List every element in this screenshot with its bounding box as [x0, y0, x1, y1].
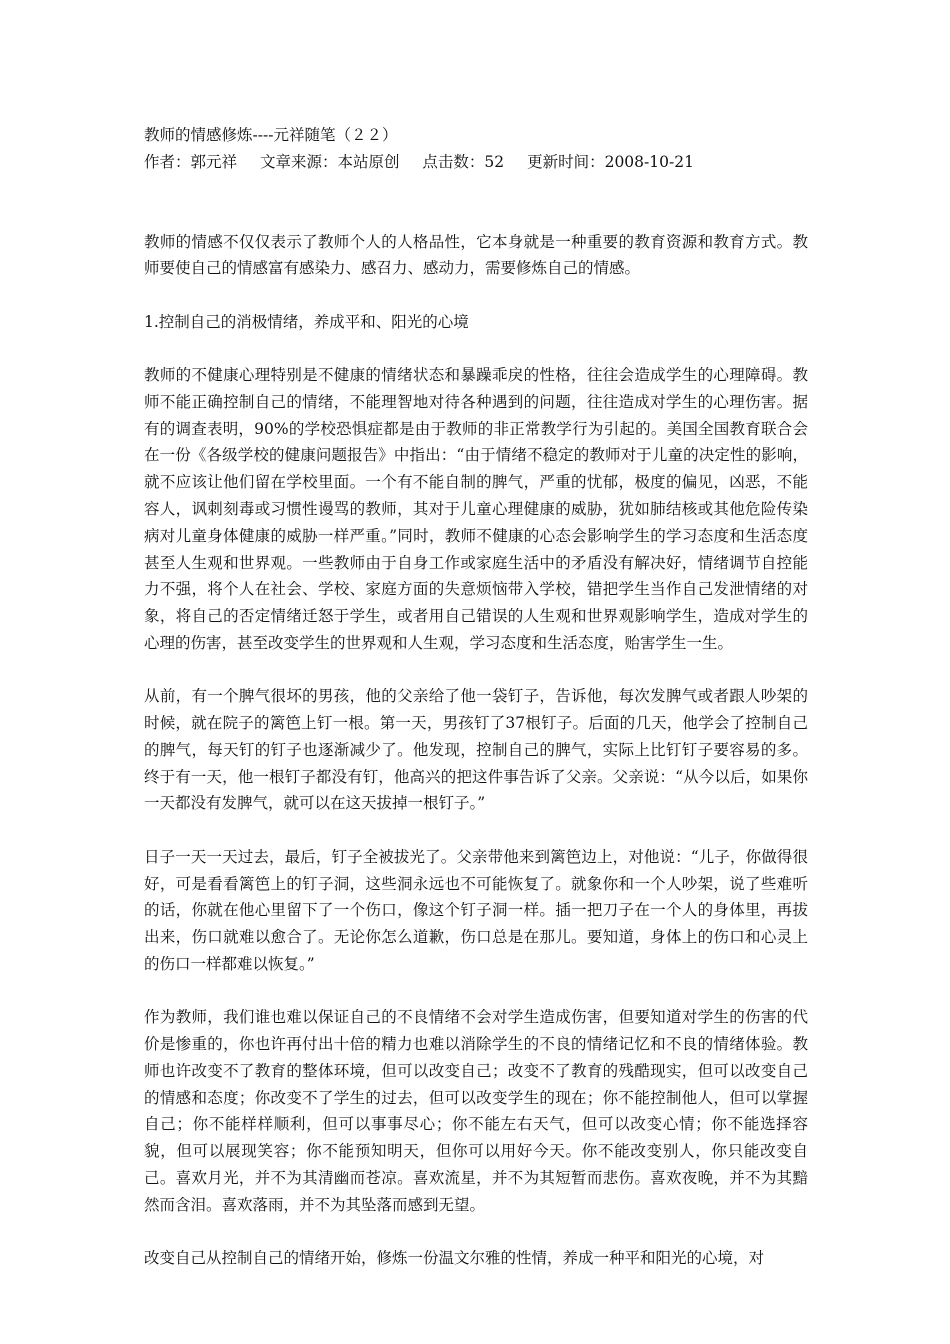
paragraph-conclusion: 改变自己从控制自己的情绪开始，修炼一份温文尔雅的性情，养成一种平和阳光的心境，对 — [144, 1249, 765, 1268]
updated-label: 更新时间：2008-10-21 — [527, 152, 694, 171]
paragraph-psychology: 教师的不健康心理特别是不健康的情绪状态和暴躁乖戾的性格，往往会造成学生的心理障碍。教师不能正确控制自己的情绪，不能理智地对待各种遇到的问题，往往造成对学生的心理伤害。据有的调查表明，90%的学校恐惧症都是由于教师的非正常教学行为引起的。美国全国教育联合会在一份《各级学校的健康问题报告》中指出：“由于情绪不稳定的教师对于儿童的决定性的影响，就不应该让他们留在学校里面。一个有不能自制的脾气，严重的忧郁，极度的偏见，凶恶，不能容人，讽刺刻毒或习惯性谩骂的教师，其对于儿童心理健康的威胁，犹如肺结核或其他危险传染病对儿童身体健康的威胁一样严重。”同时，教师不健康的心态会影响学生的学习态度和生活态度甚至人生观和世界观。一些教师由于自身工作或家庭生活中的矛盾没有解决好，情绪调节自控能力不强，将个人在社会、学校、家庭方面的失意烦恼带入学校，错把学生当作自己发泄情绪的对象，将自己的否定情绪迁怒于学生，或者用自己错误的人生观和世界观影响学生，造成对学生的心理的伤害，甚至改变学生的世界观和人生观，学习态度和生活态度，贻害学生一生。 — [144, 365, 808, 652]
article-meta — [144, 149, 808, 176]
section-heading: 1.控制自己的消极情绪，养成平和、阳光的心境 — [144, 312, 469, 331]
paragraph-intro: 教师的情感不仅仅表示了教师个人的人格品性，它本身就是一种重要的教育资源和教育方式。教师要使自己的情感富有感染力、感召力、感动力，需要修炼自己的情感。 — [144, 232, 808, 278]
document-page — [144, 122, 808, 1298]
header-spacer — [144, 176, 808, 229]
article-body — [144, 229, 808, 1272]
source-label: 文章来源：本站原创 — [259, 152, 400, 171]
paragraph-story-holes: 日子一天一天过去，最后，钉子全被拔光了。父亲带他来到篱笆边上，对他说：“儿子，你做得很好，可是看看篱笆上的钉子洞，这些洞永远也不可能恢复了。就象你和一个人吵架，说了些难听的话，你就在他心里留下了一个伤口，像这个钉子洞一样。插一把刀子在一个人的身体里，再拔出来，伤口就难以愈合了。无论你怎么道歉，伤口总是在那儿。要知道，身体上的伤口和心灵上的伤口一样都难以恢复。” — [144, 847, 808, 973]
author-label: 作者：郭元祥 — [144, 152, 238, 171]
paragraph-story-nails: 从前，有一个脾气很坏的男孩，他的父亲给了他一袋钉子，告诉他，每次发脾气或者跟人吵架的时候，就在院子的篱笆上钉一根。第一天，男孩钉了37根钉子。后面的几天，他学会了控制自己的脾气，每天钉的钉子也逐渐减少了。他发现，控制自己的脾气，实际上比钉钉子要容易的多。终于有一天，他一根钉子都没有钉，他高兴的把这件事告诉了父亲。父亲说：“从今以后，如果你一天都没有发脾气，就可以在这天拔掉一根钉子。” — [144, 687, 808, 813]
article-title: 教师的情感修炼----元祥随笔（２２） — [144, 126, 398, 144]
paragraph-teacher-reflection: 作为教师，我们谁也难以保证自己的不良情绪不会对学生造成伤害，但要知道对学生的伤害的代价是惨重的，你也许再付出十倍的精力也难以消除学生的不良的情绪记忆和不良的情绪体验。教师也许改变不了教育的整体环境，但可以改变自己；改变不了教育的残酷现实，但可以改变自己的情感和态度；你改变不了学生的过去，但可以改变学生的现在；你不能控制他人，但可以掌握自己；你不能样样顺利，但可以事事尽心；你不能左右天气，但可以改变心情；你不能选择容貌，但可以展现笑容；你不能预知明天，但你可以用好今天。你不能改变别人，你只能改变自己。喜欢月光，并不为其清幽而苍凉。喜欢流星，并不为其短暂而悲伤。喜欢夜晚，并不为其黯然而含泪。喜欢落雨，并不为其坠落而感到无望。 — [144, 1008, 808, 1214]
hits-label: 点击数：52 — [422, 152, 505, 171]
article-header — [144, 122, 808, 176]
